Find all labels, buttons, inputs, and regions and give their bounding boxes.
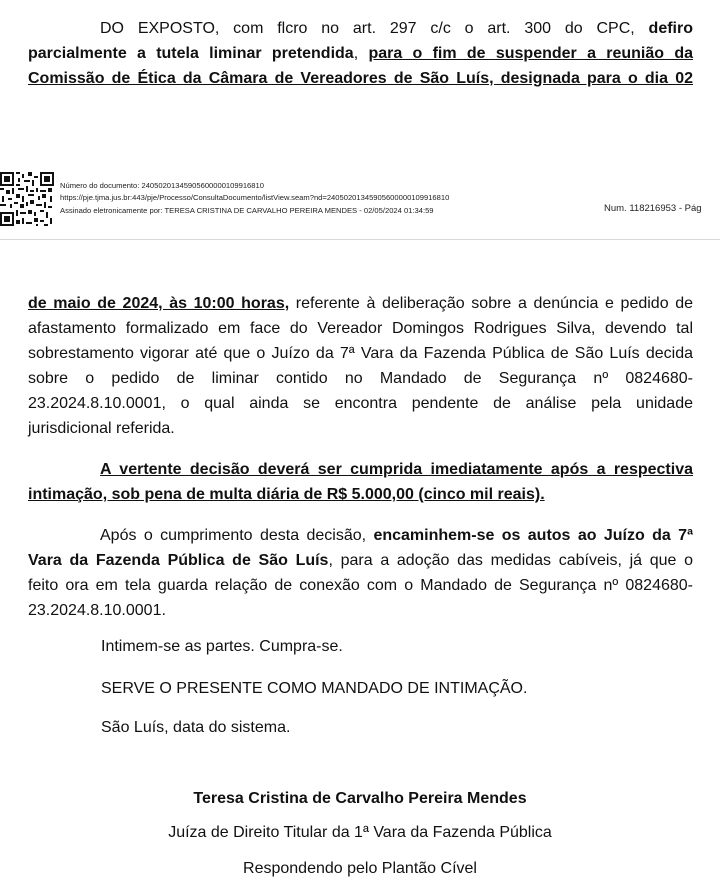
p1-line-3 [28, 66, 693, 91]
paragraph-suspension-details [28, 291, 693, 441]
p1-line-2 [28, 41, 693, 66]
document-footer [0, 168, 720, 240]
p1-underlined-suspend: para o fim de suspender a reunião da [368, 45, 694, 62]
p1-text-a: DO EXPOSTO, com flcro no art. 297 c/c o art. 300 do CPC, [100, 20, 649, 37]
p4-line-3: feito ora em tela guarda relação de conexão com o Mandado de Segurança nº 0824680- [28, 577, 693, 594]
paragraph-decision-intro [28, 16, 693, 91]
paragraph-place-date: São Luís, data do sistema. [101, 719, 291, 736]
p2-line-5: 23.2024.8.10.0001, o qual ainda se encontra pendente de análise pela unidade [28, 395, 693, 412]
p1-bold-defiro: defiro [648, 20, 693, 37]
p3-underlined-2: intimação, sob pena de multa diária de R$ 5.000,00 (cinco mil reais). [28, 486, 545, 503]
p2-underlined-date: de maio de 2024, às 10:00 horas, [28, 295, 290, 312]
p3-line-1 [28, 457, 693, 482]
p4-line-4: 23.2024.8.10.0001. [28, 602, 166, 619]
p4-line-2 [28, 548, 693, 573]
signature-metadata [60, 180, 449, 217]
document-url: https://pje.tjma.jus.br:443/pje/Processo/ConsultaDocumento/listView.seam?nd=24050201345905600000109916810 [60, 193, 450, 203]
p4-line-1 [28, 523, 693, 548]
p2-line-6: jurisdicional referida. [28, 420, 175, 437]
p3-line-2 [28, 482, 693, 507]
paragraph-intimation: Intimem-se as partes. Cumpra-se. [101, 638, 343, 655]
p4-bold-a: encaminhem-se os autos ao Juízo da 7ª [373, 527, 693, 544]
p1-bold-tutela: parcialmente a tutela liminar pretendida [28, 45, 354, 62]
p2-line-4: sobre o pedido de liminar contido no Mandado de Segurança nº 0824680- [28, 370, 693, 387]
p4-text-b: , para a adoção das medidas cabíveis, já que o [328, 552, 694, 569]
qr-code-icon [0, 172, 54, 226]
p1-line-1 [28, 16, 693, 41]
p2-line-1 [28, 291, 693, 316]
p2-line-3: sobrestamento vigorar até que o Juízo da 7ª Vara da Fazenda Pública de São Luís decida [28, 345, 693, 362]
p2-text-a: referente à deliberação sobre a denúncia e pedido de [289, 295, 693, 312]
signature-name: Teresa Cristina de Carvalho Pereira Mendes [193, 790, 527, 807]
p3-underlined-1: A vertente decisão deverá ser cumprida imediatamente após a respectiva [100, 461, 693, 478]
document-number: Número do documento: 24050201345905600000109916810 [60, 181, 264, 190]
signature-role: Juíza de Direito Titular da 1ª Vara da Fazenda Pública [168, 824, 552, 841]
paragraph-serve-as-mandate: SERVE O PRESENTE COMO MANDADO DE INTIMAÇÃO. [101, 680, 528, 697]
paragraph-forwarding [28, 523, 693, 623]
signature-duty: Respondendo pelo Plantão Cível [243, 860, 477, 877]
page-divider [0, 239, 720, 240]
p1-underlined-commission: Comissão de Ética da Câmara de Vereadores de São Luís, designada para o dia 02 [28, 70, 693, 87]
paragraph-compliance-order [28, 457, 693, 507]
p4-text-a: Após o cumprimento desta decisão, [100, 527, 374, 544]
p4-bold-b: Vara da Fazenda Pública de São Luís [28, 552, 329, 569]
page-number: Num. 118216953 - Pág [604, 203, 702, 214]
p2-line-2: afastamento formalizado em face do Vereador Domingos Rodrigues Silva, devendo tal [28, 320, 693, 337]
signed-by: Assinado eletronicamente por: TERESA CRISTINA DE CARVALHO PEREIRA MENDES - 02/05/2024 01:34:59 [60, 205, 434, 215]
p1-comma: , [353, 45, 369, 62]
